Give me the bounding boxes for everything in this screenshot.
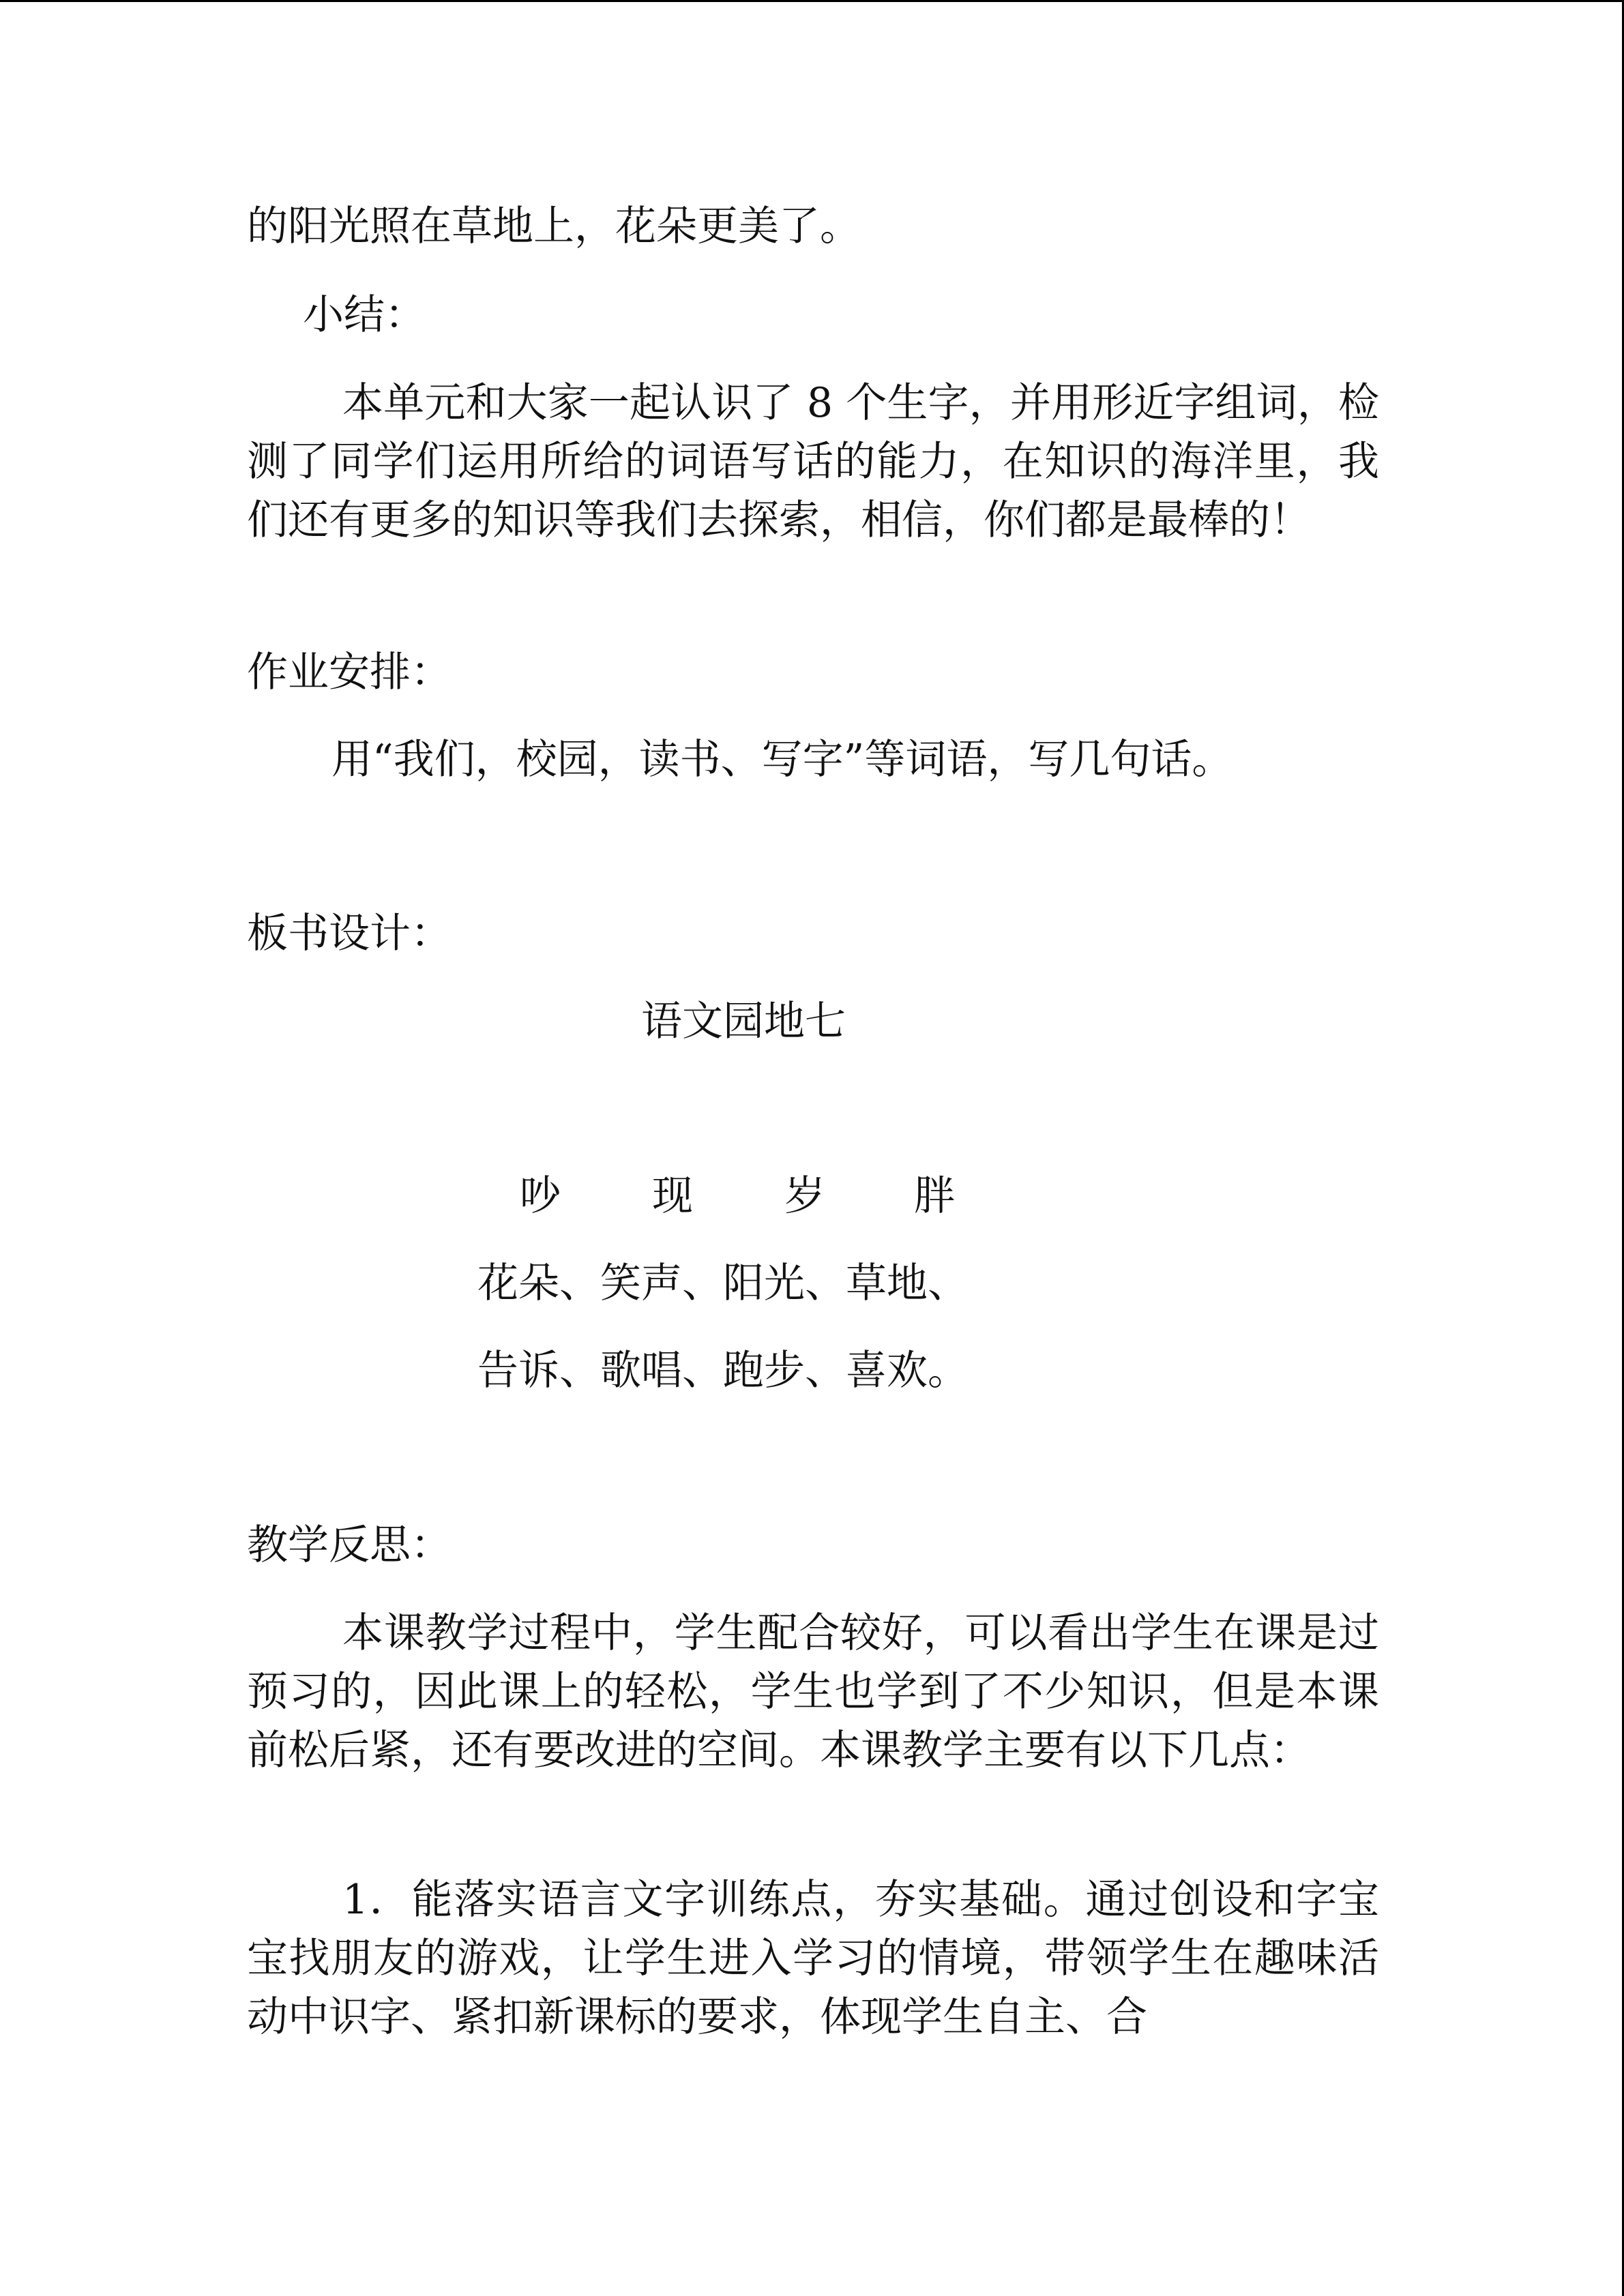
reflection-point-1: 1．能落实语言文字训练点，夯实基础。通过创设和字宝宝找朋友的游戏，让学生进入学习的情境，带领学生在趣味活动中识字、紧扣新课标的要求，体现学生自主、合 xyxy=(247,1876,1379,2041)
board-character-row xyxy=(477,1167,1023,1225)
board-title: 语文园地七 xyxy=(641,998,846,1045)
board-char: 岁 xyxy=(784,1172,825,1220)
board-char: 现 xyxy=(652,1172,693,1220)
board-char: 胖 xyxy=(914,1172,955,1220)
board-design-heading: 板书设计： xyxy=(247,910,452,957)
board-word-list: 花朵、笑声、阳光、草地、 xyxy=(477,1259,969,1307)
reflection-heading: 教学反思： xyxy=(247,1521,452,1569)
board-char: 吵 xyxy=(520,1172,561,1220)
board-word-list: 告诉、歌唱、跑步、喜欢。 xyxy=(477,1347,969,1395)
homework-text: 用“我们，校园，读书、写字”等词语，写几句话。 xyxy=(331,736,1233,784)
page-top-border xyxy=(0,0,1624,2)
homework-heading: 作业安排： xyxy=(247,648,452,696)
summary-paragraph: 本单元和大家一起认识了 8 个生字，并用形近字组词，检测了同学们运用所给的词语写话的能力，在知识的海洋里，我们还有更多的知识等我们去探索，相信，你们都是最棒的！ xyxy=(247,379,1379,544)
reflection-paragraph: 本课教学过程中，学生配合较好，可以看出学生在课是过预习的，因此课上的轻松，学生也学到了不少知识，但是本课前松后紧，还有要改进的空间。本课教学主要有以下几点： xyxy=(247,1609,1379,1774)
continued-sentence: 的阳光照在草地上，花朵更美了。 xyxy=(247,203,861,250)
summary-heading: 小结： xyxy=(303,291,426,339)
